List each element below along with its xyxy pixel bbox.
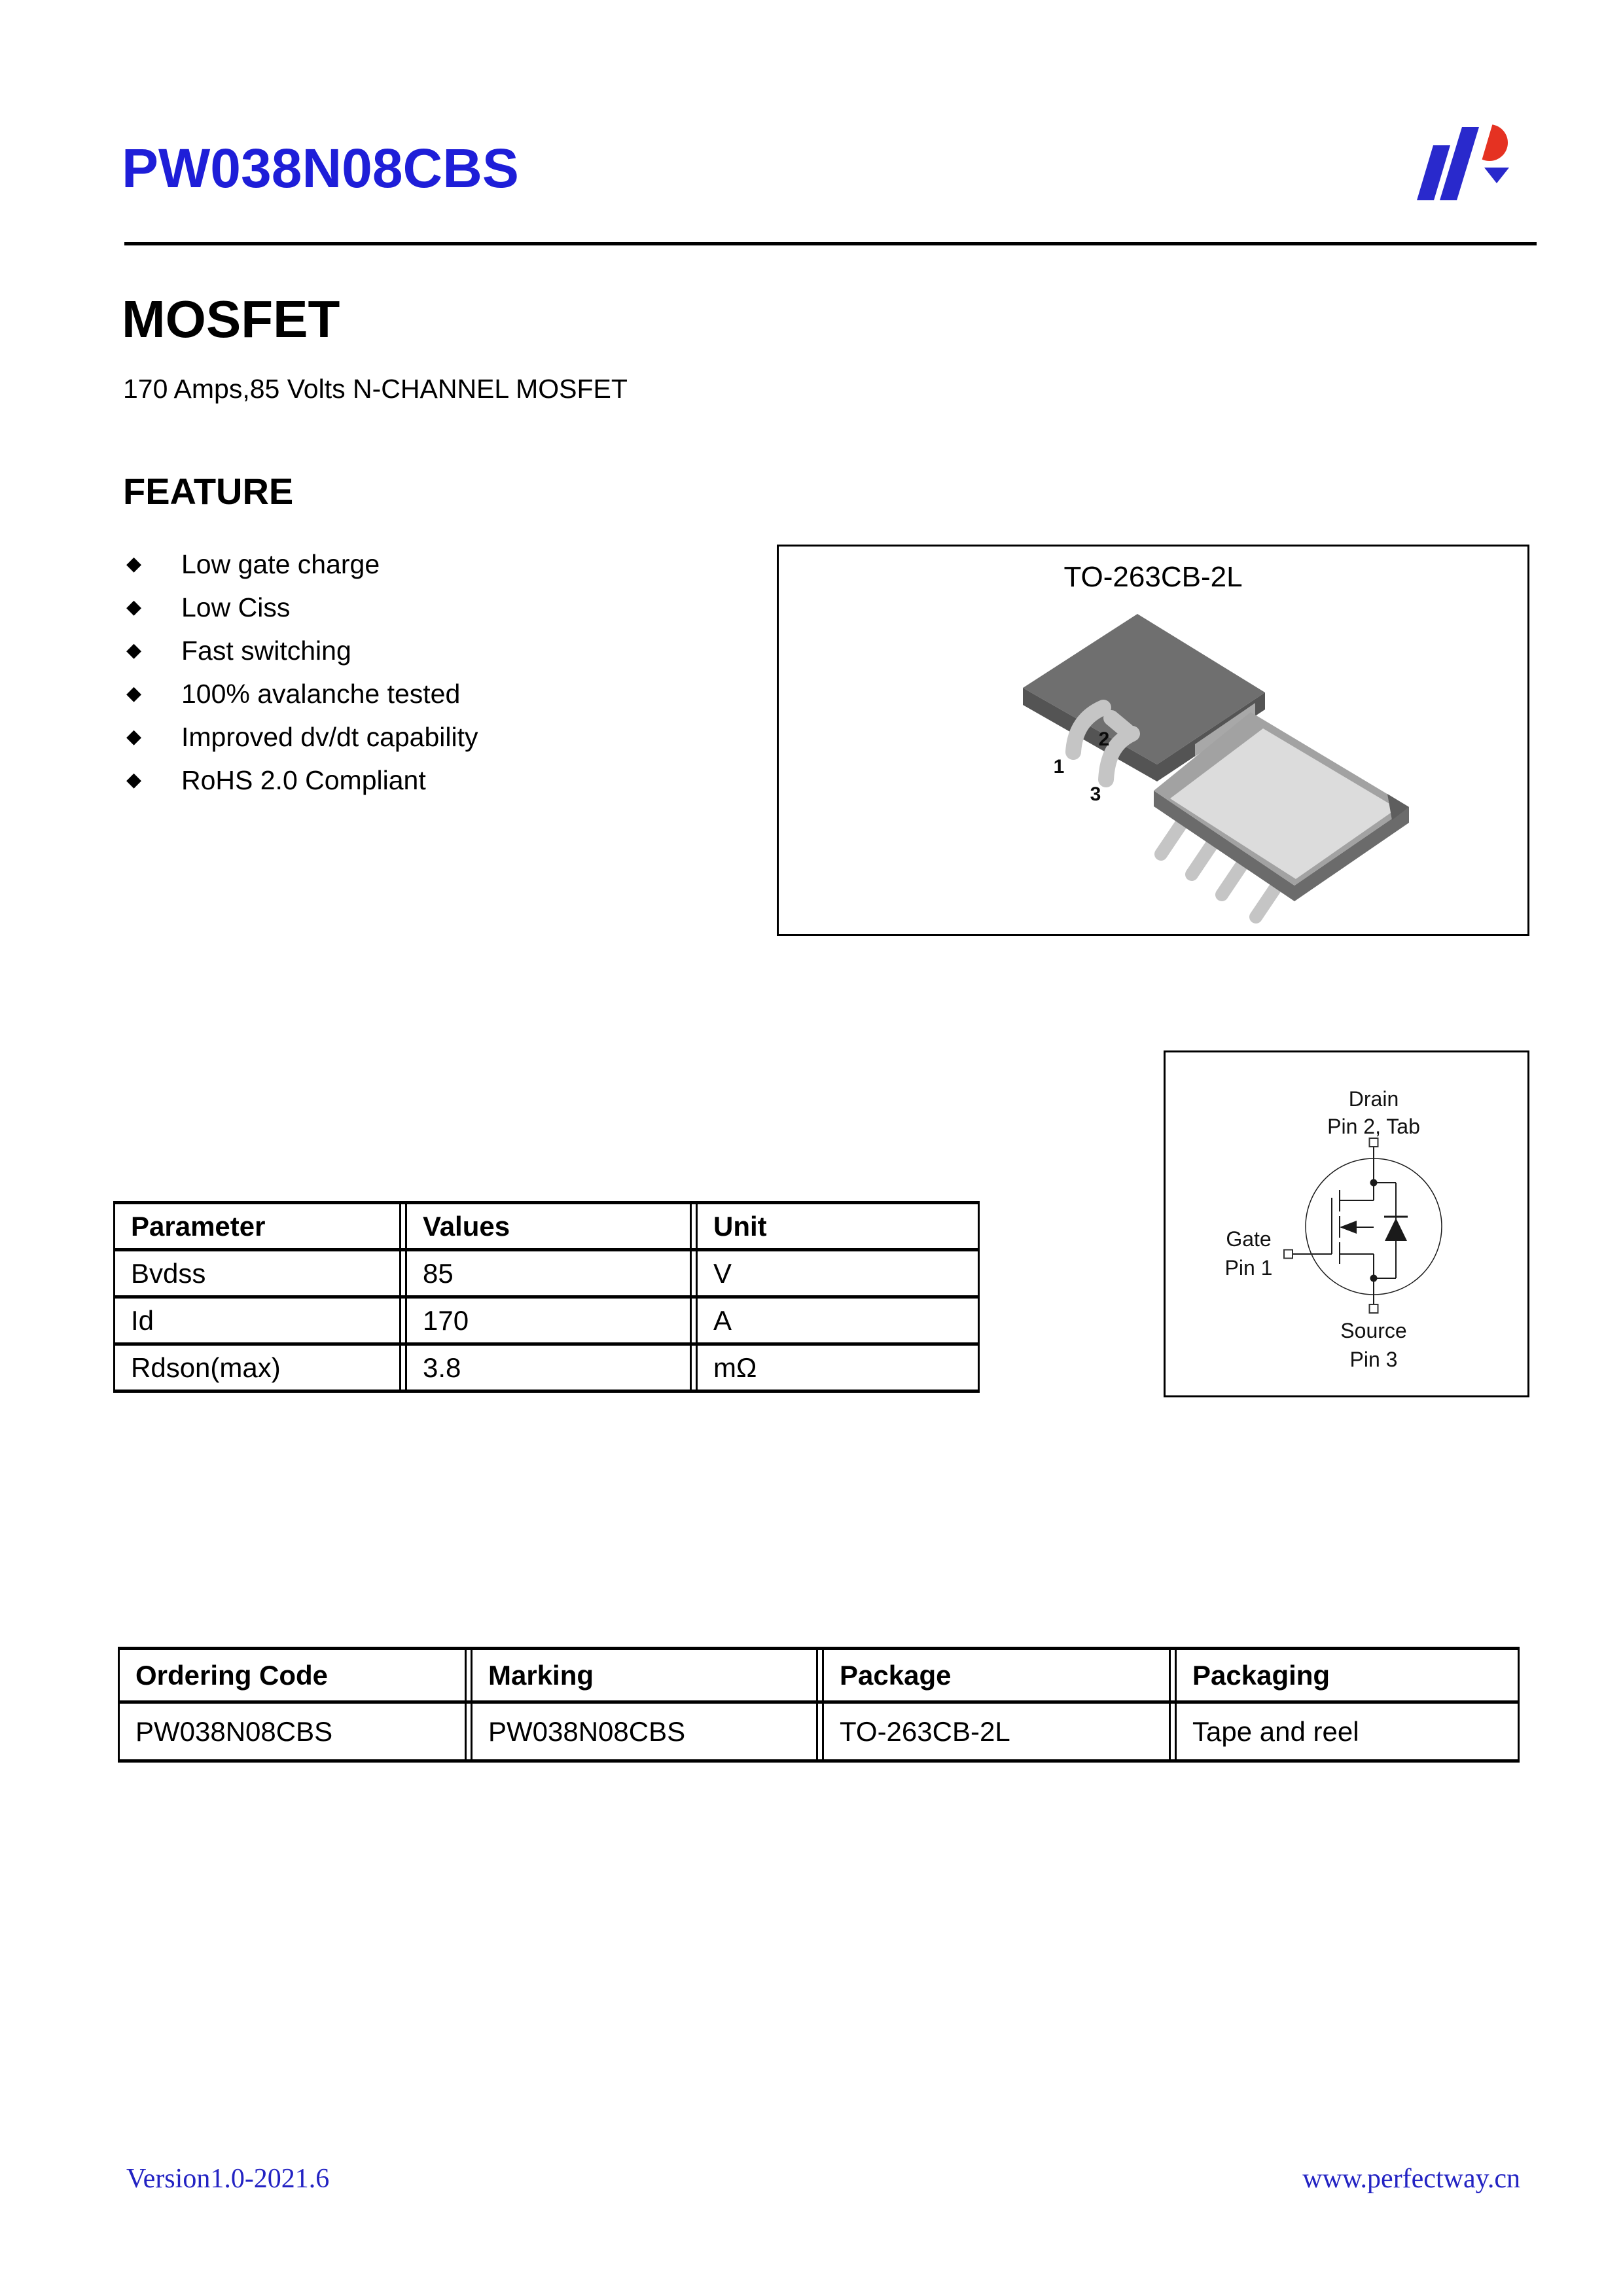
pin-3-label: 3 [1090, 783, 1101, 805]
column-gap [817, 1649, 823, 1702]
header-divider [124, 242, 1537, 245]
feature-list [126, 543, 478, 802]
column-header: Parameter [115, 1203, 401, 1250]
part-number-title: PW038N08CBS [122, 137, 519, 199]
column-gap [691, 1297, 697, 1344]
diamond-bullet-icon: ◆ [126, 683, 142, 704]
marking-cell: PW038N08CBS [472, 1702, 817, 1761]
drain-pin-label: Pin 2, Tab [1327, 1115, 1420, 1138]
diamond-bullet-icon: ◆ [126, 553, 142, 575]
mosfet-arrow [1340, 1221, 1357, 1234]
body-diode [1385, 1218, 1407, 1241]
feature-item-label: Improved dv/dt capability [181, 721, 478, 752]
package-box [777, 545, 1529, 936]
package-bottom-stub-4 [1256, 887, 1276, 917]
diamond-bullet-icon: ◆ [126, 769, 142, 791]
diamond-bullet-icon: ◆ [126, 639, 142, 661]
column-gap [691, 1250, 697, 1297]
column-gap [1170, 1702, 1176, 1761]
feature-item-label: Fast switching [181, 635, 351, 666]
pin-2-label: 2 [1098, 728, 1110, 750]
feature-item [126, 629, 478, 672]
table-header-row [115, 1203, 979, 1250]
param-value-cell: 170 [406, 1297, 691, 1344]
param-value-cell: 85 [406, 1250, 691, 1297]
column-header: Marking [472, 1649, 817, 1702]
ordering-code-cell: PW038N08CBS [119, 1702, 466, 1761]
ordering-table [118, 1647, 1520, 1763]
package-title: TO-263CB-2L [1063, 561, 1243, 593]
column-header: Unit [697, 1203, 979, 1250]
version-text: Version1.0-2021.6 [126, 2164, 330, 2194]
package-cell: TO-263CB-2L [823, 1702, 1170, 1761]
column-header: Ordering Code [119, 1649, 466, 1702]
feature-item-label: RoHS 2.0 Compliant [181, 764, 426, 795]
column-gap [401, 1203, 406, 1250]
column-gap [691, 1203, 697, 1250]
table-header-row [119, 1649, 1519, 1702]
param-name-cell: Id [115, 1297, 401, 1344]
column-gap [1170, 1649, 1176, 1702]
mosfet-symbol-diagram [1166, 1052, 1527, 1395]
package-bottom-stub-3 [1222, 865, 1242, 895]
param-name-cell: Rdson(max) [115, 1344, 401, 1391]
column-gap [817, 1702, 823, 1761]
source-junction-dot [1370, 1275, 1378, 1282]
package-bottom-stub-2 [1192, 844, 1212, 874]
diamond-bullet-icon: ◆ [126, 726, 142, 747]
table-row [119, 1702, 1519, 1761]
feature-heading: FEATURE [123, 471, 294, 512]
source-label: Source [1340, 1319, 1407, 1342]
company-logo [1406, 103, 1520, 218]
product-title: MOSFET [122, 290, 340, 348]
drain-terminal [1370, 1138, 1378, 1147]
column-header: Values [406, 1203, 691, 1250]
gate-pin-label: Pin 1 [1224, 1256, 1273, 1280]
drain-junction-dot [1370, 1179, 1378, 1187]
column-gap [466, 1649, 472, 1702]
param-name-cell: Bvdss [115, 1250, 401, 1297]
package-illustration [779, 547, 1527, 934]
column-header: Packaging [1176, 1649, 1519, 1702]
pin-1-label: 1 [1053, 756, 1065, 778]
column-header: Package [823, 1649, 1170, 1702]
column-gap [401, 1250, 406, 1297]
parameters-table [113, 1201, 980, 1393]
column-gap [401, 1297, 406, 1344]
website-link: www.perfectway.cn [1302, 2164, 1520, 2194]
feature-item-label: Low gate charge [181, 548, 380, 579]
feature-item [126, 543, 478, 586]
source-pin-label: Pin 3 [1349, 1348, 1398, 1371]
feature-item [126, 759, 478, 802]
gate-label: Gate [1226, 1227, 1272, 1251]
param-value-cell: 3.8 [406, 1344, 691, 1391]
table-row [115, 1297, 979, 1344]
column-gap [691, 1344, 697, 1391]
table-row [115, 1344, 979, 1391]
pin-symbol-box [1164, 1050, 1529, 1397]
column-gap [466, 1702, 472, 1761]
diamond-bullet-icon: ◆ [126, 596, 142, 618]
package-bottom-stub-1 [1161, 824, 1181, 854]
product-subtitle: 170 Amps,85 Volts N-CHANNEL MOSFET [123, 374, 628, 404]
param-unit-cell: A [697, 1297, 979, 1344]
feature-item-label: 100% avalanche tested [181, 678, 461, 709]
param-unit-cell: V [697, 1250, 979, 1297]
column-gap [401, 1344, 406, 1391]
drain-label: Drain [1348, 1087, 1399, 1111]
param-unit-cell: mΩ [697, 1344, 979, 1391]
mosfet-symbol [1293, 1147, 1442, 1304]
feature-item [126, 672, 478, 715]
feature-item [126, 715, 478, 759]
packaging-cell: Tape and reel [1176, 1702, 1519, 1761]
gate-terminal [1284, 1250, 1293, 1259]
feature-item-label: Low Ciss [181, 592, 291, 622]
feature-item [126, 586, 478, 629]
table-row [115, 1250, 979, 1297]
source-terminal [1370, 1304, 1378, 1313]
logo-triangle [1484, 168, 1509, 183]
